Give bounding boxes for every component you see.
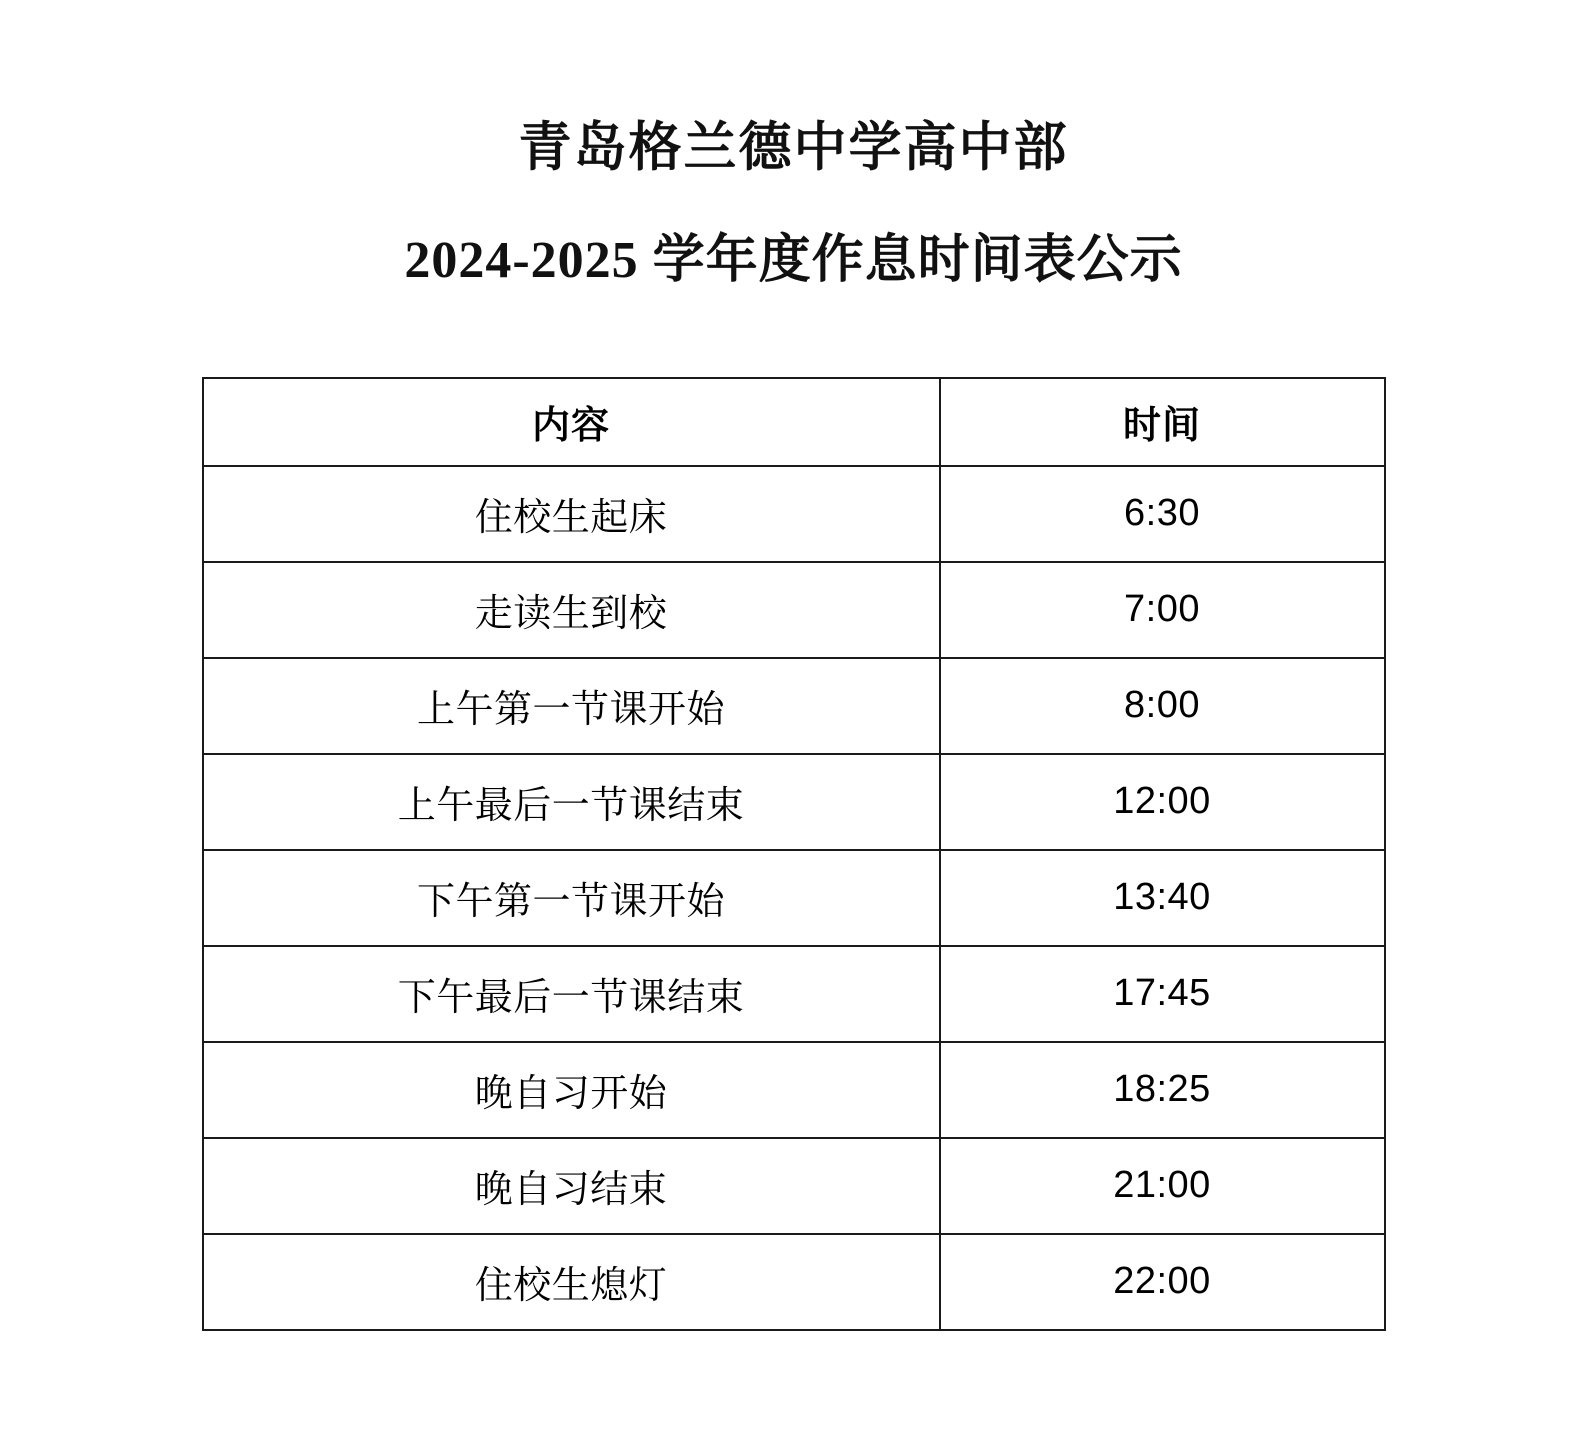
- table-row: [203, 850, 1385, 946]
- column-header-time: 时间: [940, 378, 1385, 466]
- table-body: [203, 466, 1385, 1330]
- table-row: [203, 466, 1385, 562]
- cell-content: 上午第一节课开始: [203, 658, 940, 754]
- cell-time: 12:00: [940, 754, 1385, 850]
- cell-content: 上午最后一节课结束: [203, 754, 940, 850]
- cell-time: 17:45: [940, 946, 1385, 1042]
- cell-time: 7:00: [940, 562, 1385, 658]
- table-row: [203, 754, 1385, 850]
- cell-content: 晚自习开始: [203, 1042, 940, 1138]
- cell-content: 下午第一节课开始: [203, 850, 940, 946]
- document-header: [0, 0, 1587, 291]
- table-row: [203, 1234, 1385, 1330]
- table-header-row: [203, 378, 1385, 466]
- cell-content: 住校生熄灯: [203, 1234, 940, 1330]
- table-row: [203, 1138, 1385, 1234]
- table-row: [203, 946, 1385, 1042]
- cell-time: 13:40: [940, 850, 1385, 946]
- cell-time: 21:00: [940, 1138, 1385, 1234]
- cell-time: 6:30: [940, 466, 1385, 562]
- cell-content: 晚自习结束: [203, 1138, 940, 1234]
- cell-time: 22:00: [940, 1234, 1385, 1330]
- page-title-line-2: 2024-2025 学年度作息时间表公示: [404, 231, 1183, 289]
- cell-time: 8:00: [940, 658, 1385, 754]
- column-header-content: 内容: [203, 378, 940, 466]
- cell-content: 住校生起床: [203, 466, 940, 562]
- cell-time: 18:25: [940, 1042, 1385, 1138]
- cell-content: 走读生到校: [203, 562, 940, 658]
- table-header-row-group: [203, 378, 1385, 466]
- table-row: [203, 562, 1385, 658]
- schedule-table: [202, 377, 1386, 1331]
- table-row: [203, 658, 1385, 754]
- table-row: [203, 1042, 1385, 1138]
- page-title-line-1: 青岛格兰德中学高中部: [518, 119, 1069, 177]
- cell-content: 下午最后一节课结束: [203, 946, 940, 1042]
- schedule-table-container: [0, 377, 1587, 1331]
